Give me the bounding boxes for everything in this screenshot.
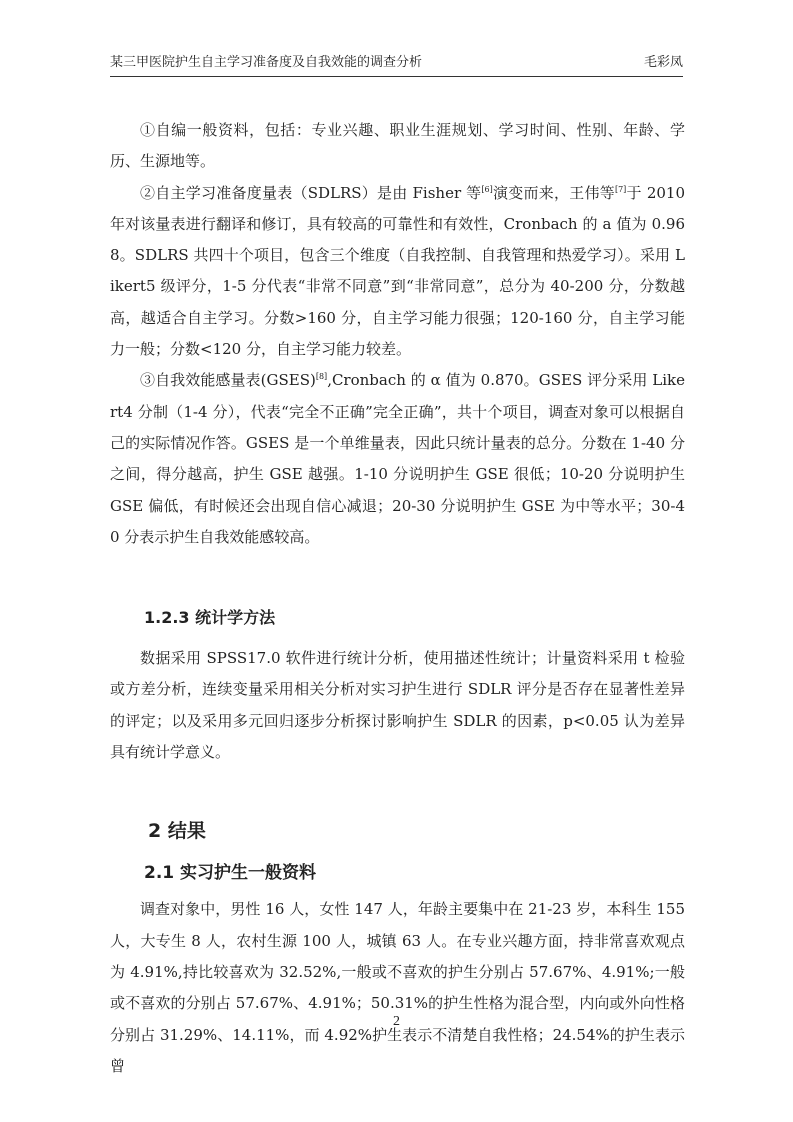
section-heading-statistics: 1.2.3 统计学方法: [144, 608, 276, 628]
page-body: [110, 115, 685, 1082]
sdlrs-text-a: ②自主学习准备度量表（SDLRS）是由 Fisher 等: [140, 183, 482, 202]
paragraph-general-data: 调查对象中，男性 16 人，女性 147 人，年龄主要集中在 21-23 岁，本科生 155 人，大专生 8 人，农村生源 100 人，城镇 63 人。在专业兴趣方面，持非常喜欢观点为 4.91%,持比较喜欢为 32.52%,一般或不喜欢的护生分别占 57.67%、4.91%;一般或不喜欢的分别占 57.67%、4.91%；50.31%的护生性格为混合型，内向或外向性格分别占 31.29%、14.11%，而 4.92%护生表示不清楚自我性格；24.54%的护生表示曾: [110, 900, 685, 1075]
section-heading-general-data: 2.1 实习护生一般资料: [144, 863, 317, 884]
paragraph-statistics: 数据采用 SPSS17.0 软件进行统计分析，使用描述性统计；计量资料采用 t 检验或方差分析，连续变量采用相关分析对实习护生进行 SDLR 评分是否存在显著性差异的评定；以及采用多元回归逐步分析探讨影响护生 SDLR 的因素，p<0.05 认为差异具有统计学意义。: [110, 649, 685, 762]
citation-7: [7]: [614, 184, 627, 194]
header-author: 毛彩凤: [643, 55, 683, 70]
page-number: 2: [393, 1014, 400, 1029]
gses-text-a: ③自我效能感量表(GSES): [140, 371, 316, 390]
sdlrs-text-b: 演变而来，王伟等: [492, 183, 615, 202]
paragraph-sdlrs: [110, 178, 685, 366]
gses-text-b: ,Cronbach 的 α 值为 0.870。GSES 评分采用 Likert4 分制（1-4 分），代表“完全不正确”完全正确”，共十个项目，调查对象可以根据自己的实际情况作答。GSES 是一个单维量表，因此只统计量表的总分。分数在 1-40 分之间，得分越高，护生 GSE 越强。1-10 分说明护生 GSE 很低；10-20 分说明护生 GSE 偏低，有时候还会出现自信心减退；20-30 分说明护生 GSE 为中等水平；30-40 分表示护生自我效能感较高。: [110, 371, 685, 546]
citation-8: [8]: [315, 372, 328, 382]
paragraph-gses: [110, 365, 685, 553]
header-title: 某三甲医院护生自主学习准备度及自我效能的调查分析: [110, 55, 423, 70]
running-header: [110, 52, 683, 77]
citation-6: [6]: [481, 184, 493, 194]
paragraph-general-info: ①自编一般资料，包括：专业兴趣、职业生涯规划、学习时间、性别、年龄、学历、生源地等。: [110, 121, 685, 171]
sdlrs-text-c: 于 2010 年对该量表进行翻译和修订，具有较高的可靠性和有效性，Cronbach 的 a 值为 0.968。SDLRS 共四十个项目，包含三个维度（自我控制、自我管理和热爱学习）。采用 Likert5 级评分，1-5 分代表“非常不同意”到“非常同意”，总分为 40-200 分，分数越高，越适合自主学习。分数>160 分，自主学习能力很强；120-160 分，自主学习能力一般；分数<120 分，自主学习能力较差。: [110, 183, 685, 359]
section-heading-results: 2 结果: [148, 820, 206, 843]
